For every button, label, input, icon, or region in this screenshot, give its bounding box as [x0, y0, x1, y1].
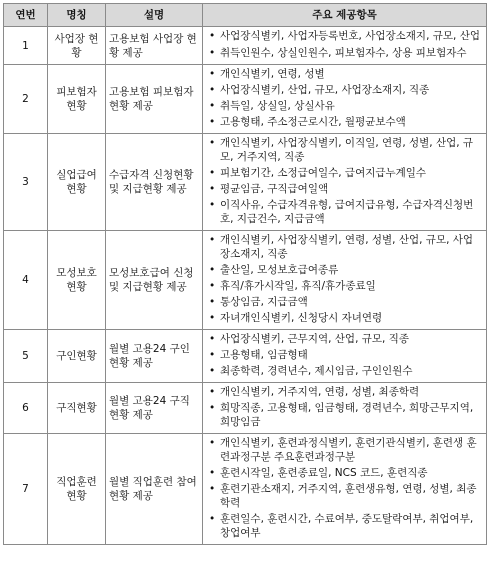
list-item: • 고용형태, 임금형태	[209, 348, 483, 362]
list-item: • 훈련시작일, 훈련종료일, NCS 코드, 훈련직종	[209, 466, 483, 480]
row-items	[203, 65, 487, 134]
row-items	[203, 27, 487, 65]
header-items: 주요 제공항목	[203, 4, 487, 27]
row-description: 수급자격 신청현황 및 지급현황 제공	[106, 134, 203, 231]
row-name: 직업훈련 현황	[48, 434, 106, 545]
row-items	[203, 134, 487, 231]
row-description: 모성보호급여 신청 및 지급현황 제공	[106, 231, 203, 330]
row-number: 6	[4, 383, 48, 434]
list-item: • 취득일, 상실일, 상실사유	[209, 99, 483, 113]
list-item: • 고용형태, 주소정근로시간, 월평균보수액	[209, 115, 483, 129]
list-item: • 피보험기간, 소정급여일수, 급여지급누계일수	[209, 166, 483, 180]
list-item: • 훈련기관소재지, 거주지역, 훈련생유형, 연령, 성별, 최종학력	[209, 482, 483, 510]
row-description: 고용보험 사업장 현황 제공	[106, 27, 203, 65]
list-item: • 개인식별키, 연령, 성별	[209, 67, 483, 81]
header-name: 명칭	[48, 4, 106, 27]
header-row	[4, 4, 487, 27]
list-item: • 평균임금, 구직급여일액	[209, 182, 483, 196]
row-description: 월별 고용24 구직현황 제공	[106, 383, 203, 434]
row-description: 고용보험 피보험자 현황 제공	[106, 65, 203, 134]
table-row	[4, 65, 487, 134]
list-item: • 사업장식별키, 근무지역, 산업, 규모, 직종	[209, 332, 483, 346]
info-table	[3, 3, 487, 545]
list-item: • 개인식별키, 훈련과정식별키, 훈련기관식별키, 훈련생 훈련과정구분 주요훈련과정구분	[209, 436, 483, 464]
row-name: 실업급여 현황	[48, 134, 106, 231]
table-row	[4, 134, 487, 231]
list-item: • 개인식별키, 사업장식별키, 연령, 성별, 산업, 규모, 사업장소재지, 직종	[209, 233, 483, 261]
row-name: 구인현황	[48, 330, 106, 383]
list-item: • 희망직종, 고용형태, 임금형태, 경력년수, 희망근무지역, 희망임금	[209, 401, 483, 429]
row-name: 피보험자 현황	[48, 65, 106, 134]
table-row	[4, 231, 487, 330]
row-name: 모성보호 현황	[48, 231, 106, 330]
table-row	[4, 27, 487, 65]
row-number: 1	[4, 27, 48, 65]
table-row	[4, 383, 487, 434]
row-number: 7	[4, 434, 48, 545]
row-number: 4	[4, 231, 48, 330]
row-items	[203, 231, 487, 330]
row-items	[203, 434, 487, 545]
row-number: 3	[4, 134, 48, 231]
list-item: • 휴직/휴가시작일, 휴직/휴가종료일	[209, 279, 483, 293]
header-desc: 설명	[106, 4, 203, 27]
row-items	[203, 330, 487, 383]
list-item: • 통상임금, 지급금액	[209, 295, 483, 309]
list-item: • 개인식별키, 사업장식별키, 이직일, 연령, 성별, 산업, 규모, 거주지역, 직종	[209, 136, 483, 164]
row-name: 사업장 현황	[48, 27, 106, 65]
list-item: • 개인식별키, 거주지역, 연령, 성별, 최종학력	[209, 385, 483, 399]
list-item: • 취득인원수, 상실인원수, 피보험자수, 상용 피보험자수	[209, 46, 483, 60]
row-items	[203, 383, 487, 434]
info-table-container	[3, 3, 486, 545]
list-item: • 이직사유, 수급자격유형, 급여지급유형, 수급자격신청번호, 지급건수, 지급금액	[209, 198, 483, 226]
list-item: • 사업장식별키, 사업자등록번호, 사업장소재지, 규모, 산업	[209, 29, 483, 43]
list-item: • 사업장식별키, 산업, 규모, 사업장소재지, 직종	[209, 83, 483, 97]
header-no: 연번	[4, 4, 48, 27]
row-name: 구직현황	[48, 383, 106, 434]
row-number: 5	[4, 330, 48, 383]
table-row	[4, 434, 487, 545]
list-item: • 훈련일수, 훈련시간, 수료여부, 중도탈락여부, 취업여부, 창업여부	[209, 512, 483, 540]
row-description: 월별 고용24 구인현황 제공	[106, 330, 203, 383]
table-row	[4, 330, 487, 383]
list-item: • 출산일, 모성보호급여종류	[209, 263, 483, 277]
row-number: 2	[4, 65, 48, 134]
list-item: • 최종학력, 경력년수, 제시임금, 구인인원수	[209, 364, 483, 378]
row-description: 월별 직업훈련 참여현황 제공	[106, 434, 203, 545]
list-item: • 자녀개인식별키, 신청당시 자녀연령	[209, 311, 483, 325]
